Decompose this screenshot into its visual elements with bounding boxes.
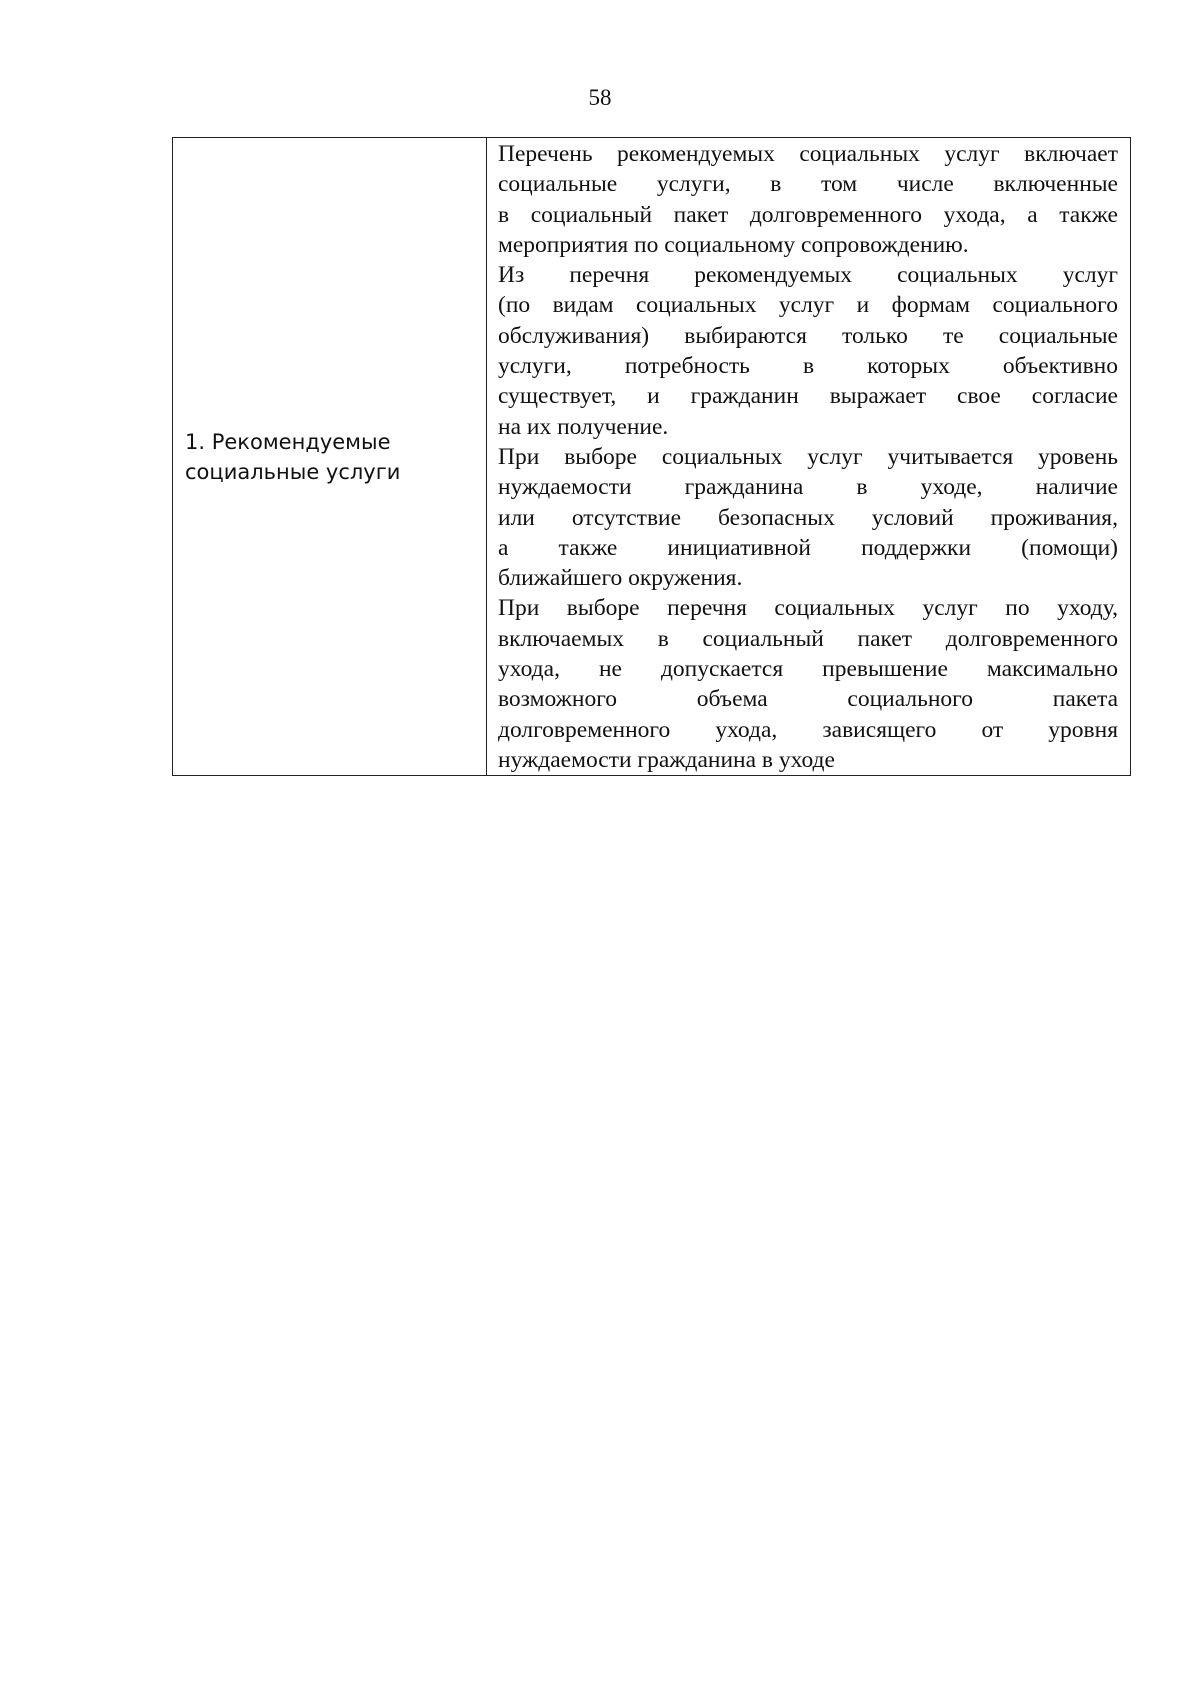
description-paragraph	[498, 260, 1118, 442]
document-table	[172, 137, 1131, 776]
row-label-cell	[173, 138, 487, 776]
text-line: нуждаемости гражданина в уходе, наличие	[498, 474, 1118, 501]
text-line: Из перечня рекомендуемых социальных услуг	[498, 262, 1118, 289]
text-line: ухода, не допускается превышение максимально	[498, 656, 1118, 683]
text-line: а также инициативной поддержки (помощи)	[498, 534, 1118, 561]
row-label-line: социальные услуги	[185, 459, 401, 484]
description-paragraph	[498, 442, 1118, 593]
text-line: Перечень рекомендуемых социальных услуг включает	[498, 141, 1118, 167]
text-line: социальные услуги, в том числе включенные	[498, 171, 1118, 198]
text-line: услуги, потребность в которых объективно	[498, 353, 1118, 380]
row-description-cell	[487, 138, 1131, 776]
text-line: или отсутствие безопасных условий проживания,	[498, 504, 1118, 531]
text-line: При выборе перечня социальных услуг по уходу,	[498, 595, 1118, 622]
text-line: мероприятия по социальному сопровождению.	[498, 231, 969, 258]
description-paragraph	[498, 593, 1118, 775]
text-line: ближайшего окружения.	[498, 565, 743, 592]
description-paragraph	[498, 139, 1118, 260]
text-line: в социальный пакет долговременного ухода, а также	[498, 201, 1118, 228]
text-line: на их получение.	[498, 413, 669, 440]
text-line: включаемых в социальный пакет долговременного	[498, 625, 1118, 652]
text-line: нуждаемости гражданина в уходе	[498, 746, 835, 773]
page-number: 58	[588, 85, 612, 110]
text-line: При выборе социальных услуг учитывается уровень	[498, 443, 1118, 470]
text-line: (по видам социальных услуг и формам социального	[498, 292, 1118, 319]
text-line: долговременного ухода, зависящего от уровня	[498, 716, 1118, 743]
table-row	[173, 138, 1131, 776]
text-line: существует, и гражданин выражает свое согласие	[498, 383, 1118, 410]
row-label-line: 1. Рекомендуемые	[185, 429, 391, 454]
text-line: возможного объема социального пакета	[498, 686, 1118, 713]
text-line: обслуживания) выбираются только те социальные	[498, 322, 1118, 349]
